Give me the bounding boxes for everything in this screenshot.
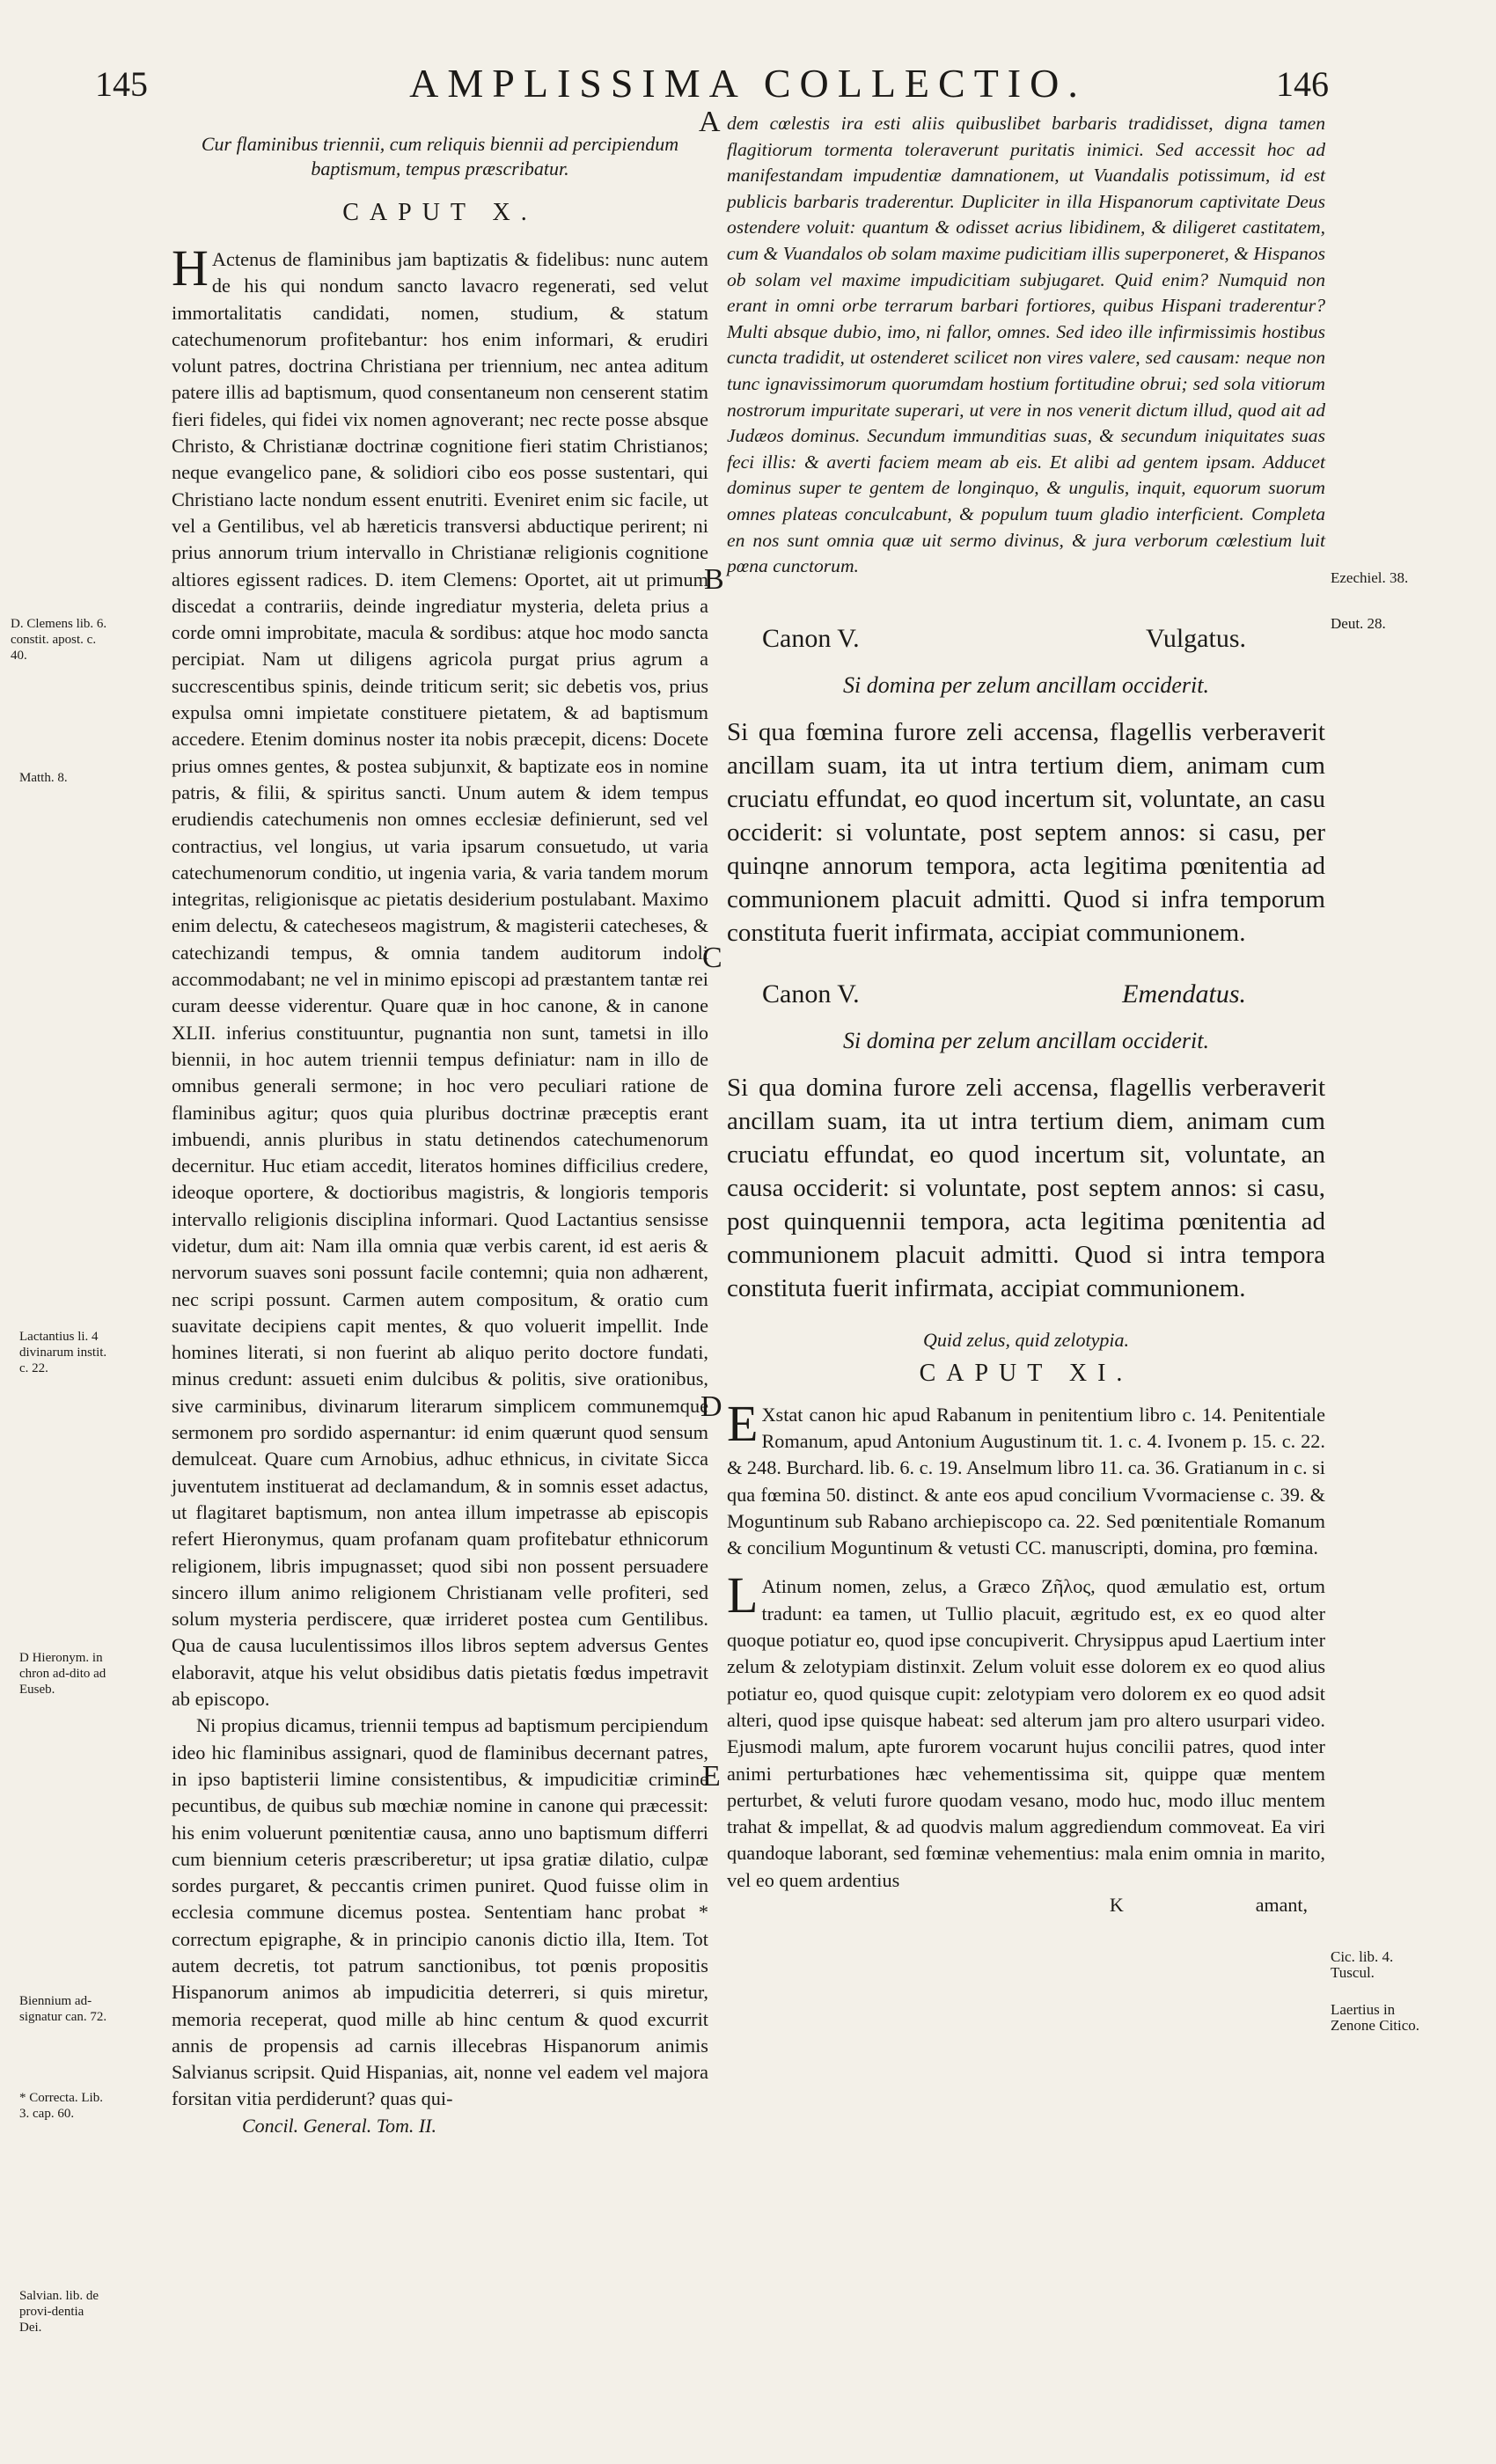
canon-emendatus-title: Si domina per zelum ancillam occiderit. — [843, 1027, 1209, 1053]
margin-note-lactantius: Lactantius li. 4 divinarum instit. c. 22. — [19, 1330, 107, 1375]
margin-note-deut: Deut. 28. — [1331, 615, 1386, 632]
catchword-line — [727, 1894, 1325, 1917]
margin-note-laertius: Laertius in Zenone Citico. — [1331, 2001, 1420, 2034]
signature-footer: Concil. General. Tom. II. — [242, 2114, 437, 2137]
catchword: amant, — [1255, 1894, 1308, 1917]
signature-mark: K — [1109, 1894, 1124, 1917]
dropcap: L — [727, 1566, 759, 1624]
margin-note-salvian: Salvian. lib. de provi-dentia Dei. — [19, 2289, 99, 2335]
margin-note-biennium: Biennium ad-signatur can. 72. — [19, 1994, 107, 2024]
canon-label: Canon V. — [762, 979, 860, 1008]
left-page-number: 145 — [95, 64, 148, 104]
canon-vulgatus-header — [727, 624, 1325, 654]
right-para-1-text: Xstat canon hic apud Rabanum in penitentium libro c. 14. Penitentiale Romanum, apud Antonium Augustinum tit. 1. c. 4. Ivonem p. 15. c. 22. & 248. Burchard. lib. 6. c. 19. Anselmum libro 11. ca. 36. Gratianum in c. si qua fœmina 50. distinct. & ante eos apud concilium Vvormaciense c. 39. & Moguntinum sub Rabano archiepiscopo ca. 22. Sed pœnitentiale Romanum & concilium Moguntinum & vetusti CC. manuscripti, domina, pro fœmina. — [727, 1403, 1325, 1559]
canon-version-label: Emendatus. — [1122, 979, 1246, 1008]
left-body-2: Ni propius dicamus, triennii tempus ad baptismum percipiendum ideo hic flaminibus assignari, quod de flaminibus decernant patres, in ipso baptisterii limine consistentibus, & impudicitiæ crimine pecuntibus, de quibus sub mœchiæ nomine in canone qui præcessit: his enim voluerunt pœnitentiæ causa, anno uno baptismum differri cum biennium ceteris præscriberetur; ut ipsa gratiæ dilatio, culpæ sordes purgaret, & peccantis crimen puniret. Quod fuisse olim in ecclesia commune dicemus postea. Sententiam hanc probat * correctum epigraphe, & in principio canonis dictio illa, Item. Tot autem decretis, tot patrum sanctionibus, tot pœnis propositis Hispanorum animos ab impudicitia deterreri, si quis miretur, memoria receperat, quod mille ab hinc centum & quod excurrit annis de propensis ad carnis illecebras Hispanorum animis Salvianus scripsit. Quid Hispanias, ait, nonne vel eadem vel majora forsitan vitia perdiderunt? quas qui- — [172, 1714, 708, 2110]
caput-title: CAPUT X. — [342, 199, 538, 226]
canon-emendatus-text: Si qua domina furore zeli accensa, flagellis verberaverit ancillam suam, ita ut intra tertium diem, animam cum cruciatu effundat, eo quod incertum sit, voluntate, an causa occiderit: si voluntate, post septem annos: si casu, post quinquennii tempora, acta legitima pœnitentia ad communionem placuit admitti. Quod si intra tempora constituta fuerit infirmata, accipiat communionem. — [727, 1073, 1325, 1302]
sub-heading: Quid zelus, quid zelotypia. — [922, 1328, 1130, 1351]
left-body — [172, 239, 708, 1712]
dropcap: H — [172, 239, 209, 297]
left-body-text: Actenus de flaminibus jam baptizatis & fidelibus: nunc autem de his qui nondum sancto lavacro regenerati, sed velut immortalitatis candidati, nomen, studium, & statum catechumenorum profitebantur: hos enim informari, & erudiri volunt patres, doctrina Christiana per triennium, nec antea aditum patere illis ad baptismum, quod consentaneum non censerent statim fieri fideles, qui fidei vix nomen agnoverant; nec recte posse absque Christo, & Christianæ doctrinæ cognitione fieri statim Christianos; neque evangelico pane, & solidiori cibo eos posse sustentari, qui Christiano lacte nondum essent enutriti. Eveniret enim sic facile, ut vel a Gentilibus, vel ab hæreticis transversi abductique perirent; ni prius annorum trium intervallo in Christianæ religionis cognitione altiores egissent radices. D. item Clemens: Oportet, ait ut primum discedat a contrariis, deinde ingrediatur mysteria, deleta prius a corde omni improbitate, macula & sordibus: atque hoc modo sancta percipiat. Nam ut diligens agricola purgat prius agrum a succrescentibus spinis, deinde triticum serit; sic debetis vos, prius expulsa omni impietate constituere pietatem, & ad baptismum accedere. Etenim dominus noster ita nobis præcepit, dicens: Docete prius omnes gentes, & postea subjunxit, & baptizate eos in nomine patris, & filii, & spiritus sancti. Unum autem & idem tempus erudiendis catechumenis non omnes ecclesiæ definierunt, sed vel contractius, vel longius, ut varia ipsarum consuetudo, ut varia catechumenorum conditio, ut ingenia varia, & varia tandem morum integritas, religionisque ac pietatis desiderium postulabant. Maximo enim delectu, & catecheseos magistrum, & magisterii catecheses, & catechizandi tempus, & omnia tandem auditorum indoli accommodabant; ne vel in minimo episcopi ad præstantem tantæ rei curam deesse viderentur. Quare quæ in hoc canone, & in canone XLII. inferius constituuntur, pugnantia non sunt, tametsi in illo biennii, in hoc autem triennii tempus definiatur: nam in illo de omnibus generali sermone; in hoc vero peculiari ratione de flaminibus agitur; quos quia pluribus doctrinæ præceptis erant imbuendi, annis pluribus in statu detinendos catechumenorum decernitur. Huc etiam accedit, literatos homines difficilius credere, ideoque oportere, & doctioribus magistris, & longioris temporis intervallo religionis disciplina informari. Quod Lactantius sensisse videtur, dum ait: Nam illa omnia quæ verbis carent, id est aeris & nervorum suaves soni possunt facile contemni; quia non adhærent, nec scripi possunt. Carmen autem compositum, & oratio cum suavitate decipiens capit mentes, & quo voluerit impellit. Inde homines literati, si non fuerint ab aliquo perito doctore fundati, minus credunt: assueti enim dulcibus & politis, sive orationibus, sive carminibus, divinarum literarum simplicem communemque sermonem pro sordido aspernantur: id enim quærunt quod sensum demulceat. Quare cum Arnobius, adhuc ethnicus, in civitate Sicca juventutem instituerat ad declamandum, & in somnis esset adactus, ut flagitaret baptismum, non antea illum impetrasse ab episcopis refert Hieronymus, quam profanam quam profitebatur ethnicorum religionem, libris impugnasset; quod sibi non possent persuadere sincero illum animo religionem Christianam velle profiteri, sed solum mysteria perdiscere, quæ irrideret postea cum Gentilibus. Qua de causa luculentissimos illos libros septem adversus Gentes elaboravit, atque his velut obsidibus datis pietatis fœdus impetravit ab episcopo. — [172, 248, 708, 1711]
left-column — [172, 132, 708, 2138]
canon-vulgatus-text: Si qua fœmina furore zeli accensa, flagellis verberaverit ancillam suam, ita ut intra tertium diem, animam cum cruciatu effundat, eo quod incertum sit, voluntate, an casu occiderit: si voluntate, post septem annos: si casu, per quinqne annorum tempora, acta legitima pœnitentia ad communionem placuit admitti. Quod si infra temporum constituta fuerit infirmata, accipiat communionem. — [727, 717, 1325, 947]
margin-note-matth: Matth. 8. — [19, 771, 68, 785]
running-title: AMPLISSIMA COLLECTIO. — [409, 61, 1087, 106]
right-top-text: dem cœlestis ira esti aliis quibuslibet barbaris tradidisset, digna tamen flagitiorum tormenta toleraverunt puritatis inimici. Sed accessit hoc ad manifestandam impudentiæ damnationem, ut Vuandalis potissimum, id est publicis barbaris traderentur. Dupliciter in illa Hispanorum captivitate Deus ostendere voluit: quantum & odisset acrius libidinem, & diligeret castitatem, cum & Vuandalos ob solam maxime pudicitiam illis superponeret, & Hispanos ob solam vel maxime impudicitiam subjugaret. Quid enim? Numquid non erant in omni orbe terrarum barbari fortiores, quibus Hispani traderentur? Multi absque dubio, imo, ni fallor, omnes. Sed ideo ille infirmissimis hostibus cuncta tradidit, ut ostenderet scilicet non vires valere, sed causam: neque non tunc ignavissimorum quorumdam hostium fortitudine obrui; sed sola vitiorum nostrorum impuritate superari, ut vere in nos venerit dictum illud, quod ait ad Judæos dominus. Secundum immunditias suas, & secundum iniquitates suas feci illis: & averti faciem meam ab eis. Et alibi ad gentem ipsam. Adducet dominus super te gentem de longinquo, & ungulis, inquit, equorum suorum omnes plateas conculcabunt, & populum tuum gladio interficient. Completa en nos sunt omnia quæ uit sermo divinus, & jura verborum cœlestium luit pœna cunctorum. — [727, 113, 1325, 577]
section-letter-a: A — [699, 106, 721, 138]
canon-label: Canon V. — [762, 623, 860, 653]
chapter-heading: Cur flaminibus triennii, cum reliquis biennii ad percipiendum baptismum, tempus præscribatur. — [201, 133, 679, 180]
section-letter-e: E — [702, 1760, 721, 1793]
section-letter-b: B — [704, 563, 724, 596]
right-column — [727, 111, 1325, 1917]
canon-vulgatus-title: Si domina per zelum ancillam occiderit. — [843, 671, 1209, 698]
dropcap: E — [727, 1394, 759, 1452]
right-page-number: 146 — [1276, 64, 1329, 104]
margin-note-clemens: D. Clemens lib. 6. constit. apost. c. 40. — [11, 617, 107, 663]
right-para-2 — [727, 1566, 1325, 1894]
margin-note-cicero: Cic. lib. 4. Tuscul. — [1331, 1948, 1394, 1981]
right-para-2-text: Atinum nomen, zelus, a Græco Ζῆλος, quod æmulatio est, ortum tradunt: ea tamen, ut Tullio placuit, ægritudo est, ex eo quod alter quoque potiatur eo, quod ipse concupiverit. Chrysippus apud Laertium inter zelum & zelotypiam distinxit. Zelum voluit esse dolorem ex eo quod alius potiatur eo, quod quisque cupit: zelotypiam vero dolorem ex eo quod adsit alteri, quod ipse quisque habeat: sed alterum jam pro altero usurpari video. Ejusmodi malum, apte furorem vocarunt hujus concilii patres, quod inter animi perturbationes hæc vehementissima sit, quippe quæ mentem perturbet, & veluti furore quodam vesano, modo huc, modo illuc mentem trahat & impellat, & ad quodvis malum aggrediendum commoveat. Ea viri quandoque laborant, sed fœminæ vehementius: mala enim omnia in marito, vel eo quem ardentius — [727, 1575, 1325, 1891]
caput-title: CAPUT XI. — [919, 1359, 1133, 1387]
canon-emendatus-header — [727, 979, 1325, 1009]
margin-note-ezechiel: Ezechiel. 38. — [1331, 569, 1409, 586]
canon-version-label: Vulgatus. — [1145, 623, 1246, 653]
margin-note-correcta: * Correcta. Lib. 3. cap. 60. — [19, 2091, 103, 2121]
section-letter-d: D — [700, 1390, 722, 1423]
right-para-1 — [727, 1394, 1325, 1562]
margin-note-hieronym: D Hieronym. in chron ad-dito ad Euseb. — [19, 1651, 106, 1697]
section-letter-c: C — [702, 942, 722, 974]
